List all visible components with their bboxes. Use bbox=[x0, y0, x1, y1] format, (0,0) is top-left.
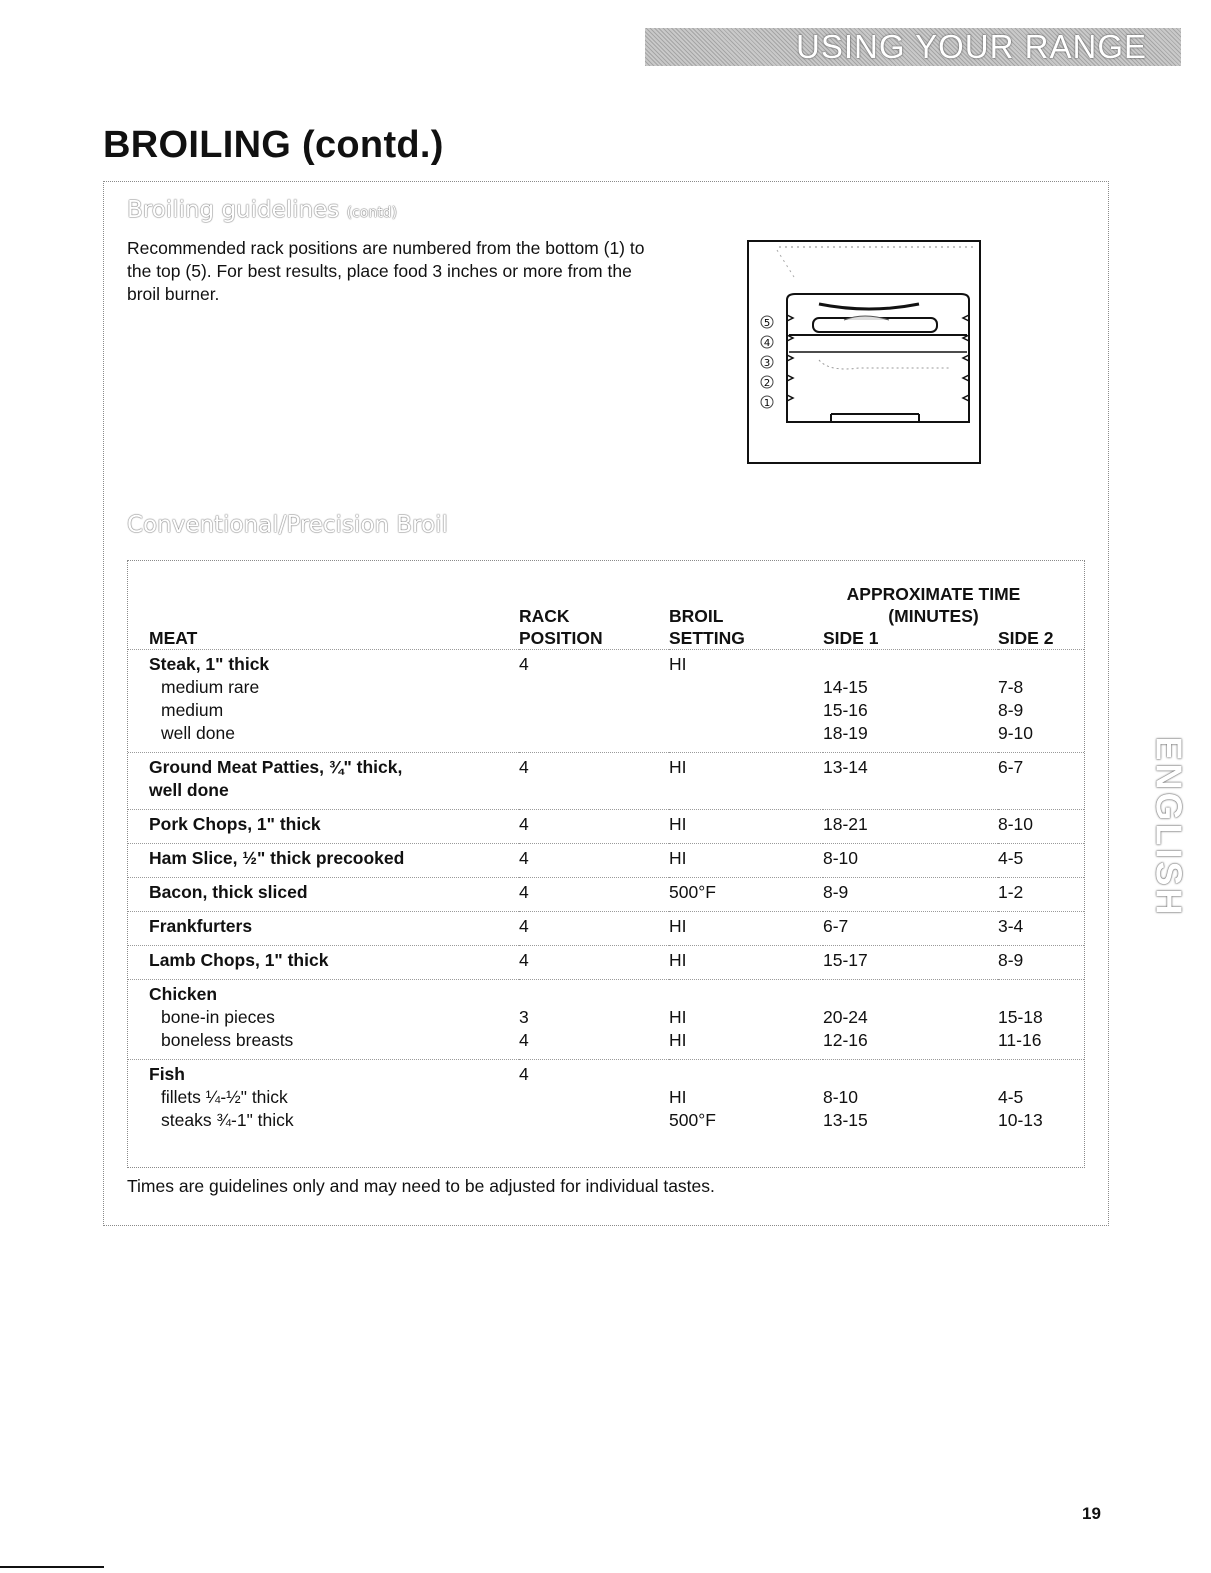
row-setting bbox=[669, 1059, 823, 1086]
row-label: well done bbox=[161, 722, 235, 743]
row-setting bbox=[669, 699, 823, 722]
row-rack bbox=[519, 979, 669, 1006]
table-row bbox=[128, 699, 1084, 722]
broil-table-heading: Conventional/Precision Broil bbox=[127, 512, 448, 538]
row-setting: 500°F bbox=[669, 881, 716, 902]
row-label: Chicken bbox=[149, 983, 218, 1004]
group-steak bbox=[128, 649, 1084, 752]
row-side2: 9-10 bbox=[998, 722, 1034, 743]
row-side2: 10-13 bbox=[998, 1109, 1043, 1130]
row-side2: 3-4 bbox=[998, 915, 1024, 936]
row-setting: HI bbox=[669, 813, 687, 834]
row-side1: 8-9 bbox=[823, 881, 849, 902]
group-frankfurters bbox=[128, 911, 1084, 945]
row-label: Pork Chops, 1" thick bbox=[149, 813, 321, 834]
row-side1: 8-10 bbox=[823, 847, 859, 868]
table-row bbox=[128, 649, 1084, 676]
row-side2: 4-5 bbox=[998, 847, 1024, 868]
table-row bbox=[128, 809, 1084, 843]
approx-time-line2: (MINUTES) bbox=[888, 605, 979, 626]
rack-label-2: 2 bbox=[763, 378, 771, 389]
row-side1: 20-24 bbox=[823, 1006, 868, 1027]
row-side1: 13-14 bbox=[823, 756, 868, 777]
table-row bbox=[128, 752, 1084, 779]
table-footnote: Times are guidelines only and may need to be adjusted for individual tastes. bbox=[127, 1176, 715, 1196]
col-rack-position bbox=[519, 561, 669, 649]
group-bacon bbox=[128, 877, 1084, 911]
row-setting bbox=[669, 979, 823, 1006]
row-setting bbox=[669, 676, 823, 699]
table-row bbox=[128, 1029, 1084, 1060]
broil-table bbox=[128, 561, 1084, 1139]
guidelines-heading-suffix: (contd) bbox=[346, 205, 398, 221]
row-side2 bbox=[998, 779, 1084, 810]
row-label: boneless breasts bbox=[161, 1029, 294, 1050]
row-side2: 8-9 bbox=[998, 949, 1024, 970]
row-setting: 500°F bbox=[669, 1109, 716, 1130]
row-rack: 3 bbox=[519, 1006, 529, 1027]
row-rack: 4 bbox=[519, 1063, 529, 1084]
row-side1: 18-21 bbox=[823, 813, 868, 834]
row-setting: HI bbox=[669, 847, 687, 868]
col-meat: MEAT bbox=[149, 627, 198, 648]
row-rack bbox=[519, 699, 669, 722]
row-setting bbox=[669, 722, 823, 753]
row-rack: 4 bbox=[519, 1029, 529, 1050]
table-row bbox=[128, 779, 1084, 810]
row-side1: 8-10 bbox=[823, 1086, 859, 1107]
guidelines-heading bbox=[127, 197, 397, 223]
table-row bbox=[128, 1109, 1084, 1139]
oven-illustration bbox=[749, 242, 979, 462]
row-side2 bbox=[998, 1059, 1084, 1086]
row-setting: HI bbox=[669, 1029, 687, 1050]
row-label: bone-in pieces bbox=[161, 1006, 275, 1027]
group-fish bbox=[128, 1059, 1084, 1139]
table-row bbox=[128, 945, 1084, 979]
row-side2: 6-7 bbox=[998, 756, 1024, 777]
row-label: Frankfurters bbox=[149, 915, 253, 936]
col-broil-setting bbox=[669, 561, 823, 649]
row-label: Fish bbox=[149, 1063, 185, 1084]
row-side1: 12-16 bbox=[823, 1029, 868, 1050]
row-setting: HI bbox=[669, 1006, 687, 1027]
table-header-row bbox=[128, 561, 1084, 649]
row-label: steaks ¾-1" thick bbox=[161, 1109, 294, 1130]
table-row bbox=[128, 877, 1084, 911]
row-rack: 4 bbox=[519, 881, 529, 902]
row-label: medium bbox=[161, 699, 224, 720]
col-approx-time bbox=[823, 561, 1084, 649]
group-pork-chops bbox=[128, 809, 1084, 843]
table-row bbox=[128, 911, 1084, 945]
row-label: fillets ¼-½" thick bbox=[161, 1086, 288, 1107]
table-row bbox=[128, 676, 1084, 699]
footer-rule bbox=[0, 1566, 104, 1568]
rack-label-3: 3 bbox=[763, 358, 771, 369]
row-setting: HI bbox=[669, 756, 687, 777]
row-setting: HI bbox=[669, 915, 687, 936]
rack-label-5: 5 bbox=[763, 318, 771, 329]
col-rack-line1: RACK bbox=[519, 605, 570, 626]
row-setting bbox=[669, 779, 823, 810]
group-chicken bbox=[128, 979, 1084, 1059]
table-row bbox=[128, 1006, 1084, 1029]
row-side2 bbox=[998, 649, 1084, 676]
row-side1: 15-16 bbox=[823, 699, 868, 720]
row-rack: 4 bbox=[519, 653, 529, 674]
group-ground-meat bbox=[128, 752, 1084, 809]
row-label: Ground Meat Patties, ¾" thick, bbox=[149, 756, 403, 777]
row-label: Ham Slice, ½" thick precooked bbox=[149, 847, 405, 868]
approx-time-line1: APPROXIMATE TIME bbox=[846, 583, 1021, 604]
group-ham-slice bbox=[128, 843, 1084, 877]
row-side2 bbox=[998, 979, 1084, 1006]
col-side-1: SIDE 1 bbox=[823, 627, 879, 648]
row-setting: HI bbox=[669, 949, 687, 970]
row-side2: 8-9 bbox=[998, 699, 1024, 720]
row-label: Bacon, thick sliced bbox=[149, 881, 308, 902]
row-label: well done bbox=[149, 779, 229, 800]
col-broil-line1: BROIL bbox=[669, 605, 724, 626]
table-row bbox=[128, 979, 1084, 1006]
group-lamb-chops bbox=[128, 945, 1084, 979]
row-side1: 13-15 bbox=[823, 1109, 868, 1130]
row-side1 bbox=[823, 1059, 998, 1086]
page-title: BROILING (contd.) bbox=[103, 124, 444, 166]
row-label: Lamb Chops, 1" thick bbox=[149, 949, 329, 970]
table-row bbox=[128, 843, 1084, 877]
row-label: Steak, 1" thick bbox=[149, 653, 270, 674]
col-side-2: SIDE 2 bbox=[998, 627, 1054, 648]
language-side-tab bbox=[1148, 718, 1190, 936]
guidelines-text: Recommended rack positions are numbered from the bottom (1) to the top (5). For best results, place food 3 inches or more from the broil burner. bbox=[127, 238, 645, 304]
row-side2: 11-16 bbox=[998, 1029, 1042, 1050]
row-side2: 8-10 bbox=[998, 813, 1034, 834]
row-rack bbox=[519, 779, 669, 810]
row-side1: 15-17 bbox=[823, 949, 868, 970]
row-label: medium rare bbox=[161, 676, 260, 697]
row-side1: 18-19 bbox=[823, 722, 868, 743]
section-banner bbox=[645, 28, 1181, 66]
row-side1: 6-7 bbox=[823, 915, 849, 936]
col-broil-line2: SETTING bbox=[669, 627, 745, 648]
row-side1 bbox=[823, 779, 998, 810]
row-rack: 4 bbox=[519, 847, 529, 868]
table-row bbox=[128, 722, 1084, 753]
row-side2: 15-18 bbox=[998, 1006, 1043, 1027]
table-row bbox=[128, 1059, 1084, 1086]
page-number: 19 bbox=[1082, 1504, 1101, 1523]
row-side2: 4-5 bbox=[998, 1086, 1024, 1107]
row-side1 bbox=[823, 979, 998, 1006]
row-rack bbox=[519, 1086, 669, 1109]
row-side2: 7-8 bbox=[998, 676, 1024, 697]
rack-label-1: 1 bbox=[763, 398, 771, 409]
row-side2: 1-2 bbox=[998, 881, 1024, 902]
rack-label-4: 4 bbox=[763, 338, 771, 349]
guidelines-heading-text: Broiling guidelines bbox=[127, 197, 340, 223]
row-side1 bbox=[823, 649, 998, 676]
col-rack-line2: POSITION bbox=[519, 627, 603, 648]
row-rack bbox=[519, 676, 669, 699]
row-side1: 14-15 bbox=[823, 676, 868, 697]
row-rack: 4 bbox=[519, 915, 529, 936]
row-rack: 4 bbox=[519, 813, 529, 834]
broil-table-frame bbox=[127, 560, 1085, 1168]
row-rack: 4 bbox=[519, 756, 529, 777]
row-rack: 4 bbox=[519, 949, 529, 970]
row-rack bbox=[519, 722, 669, 753]
language-side-tab-text: ENGLISH bbox=[1148, 736, 1190, 918]
section-banner-text: USING YOUR RANGE bbox=[796, 28, 1147, 65]
oven-rack-diagram bbox=[747, 240, 981, 464]
table-row bbox=[128, 1086, 1084, 1109]
row-rack bbox=[519, 1109, 669, 1139]
row-setting: HI bbox=[669, 653, 687, 674]
row-setting: HI bbox=[669, 1086, 687, 1107]
